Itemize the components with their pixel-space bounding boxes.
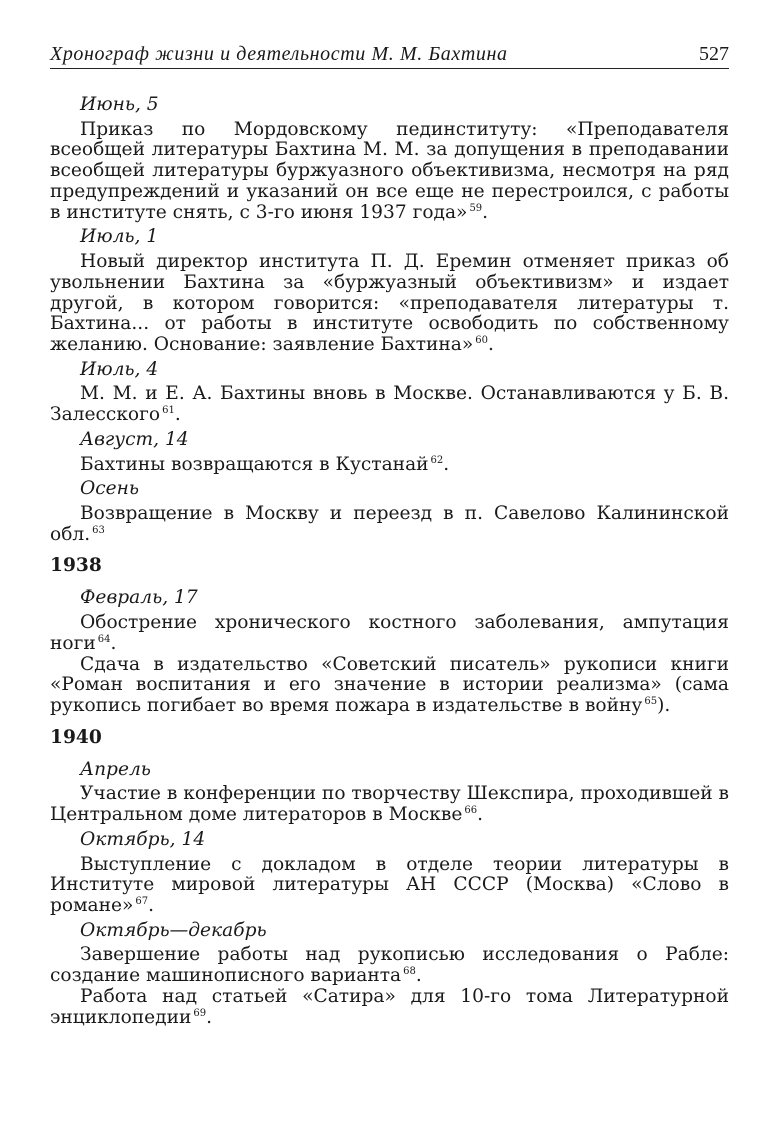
entry-date: Осень: [80, 478, 140, 500]
entry-date: Июль, 4: [80, 358, 159, 380]
entry-text: Бахтины возвращаются в Кустанай $^{62}$.: [80, 453, 450, 475]
entry-text: Возвращение в Москву и переезд в п. Савелово Калининской обл. $^{63}$: [50, 502, 729, 545]
entry-date: Февраль, 17: [80, 587, 198, 609]
footnote-ref: 66: [464, 805, 478, 817]
entry-date: Октябрь—декабрь: [80, 919, 267, 941]
chronicle-body: [50, 93, 729, 1032]
entry-text: Работа над статьей «Сатира» для 10-го тома Литературной энциклопедии $^{69}$.: [50, 986, 729, 1028]
entry-date: Апрель: [80, 758, 151, 780]
entry-text: Новый директор института П. Д. Еремин отменяет приказ об увольнении Бахтина за «буржуазный объективизм» и издает другой, в котором говорится: «преподавателя литературы т. Бахтина... от работы в институте освободить по собственному желанию. Основание: заявление Бахтина» $^{60}$.: [50, 250, 729, 356]
footnote-ref: 62: [430, 454, 444, 466]
footnote-ref: 69: [193, 1007, 207, 1019]
entry-text: Выступление с докладом в отделе теории литературы в Институте мировой литературы АН СССР (Москва) «Слово в романе» $^{67}$.: [50, 853, 729, 917]
entry-date: Октябрь, 14: [80, 829, 206, 851]
running-title: Хронограф жизни и деятельности М. М. Бахтина: [50, 43, 508, 65]
footnote-ref: 65: [644, 696, 658, 708]
year-heading-1940: 1940: [50, 726, 102, 748]
entry-text: Обострение хронического костного заболевания, ампутация ноги $^{64}$.: [50, 611, 729, 654]
entry-date: Июль, 1: [80, 226, 159, 248]
footnote-ref: 67: [135, 896, 149, 908]
footnote-ref: 61: [162, 405, 175, 417]
year-heading-1938: 1938: [50, 555, 102, 577]
footnote-ref: 59: [469, 202, 483, 214]
entry-text: Сдача в издательство «Советский писатель» рукописи книги «Роман воспитания и его значение в истории реализма» (сама рукопись погибает во время пожара в издательстве в войну $^{65}$).: [50, 653, 729, 717]
entry-text: Завершение работы над рукописью исследования о Рабле: создание машинописного варианта $^{68}$.: [50, 944, 729, 987]
entry-text: М. М. и Е. А. Бахтины вновь в Москве. Останавливаются у Б. В. Залесского $^{61}$.: [50, 383, 729, 426]
entry-date: Август, 14: [80, 429, 189, 451]
footnote-ref: 60: [475, 335, 489, 347]
entry-text: Участие в конференции по творчеству Шекспира, проходившей в Центральном доме литераторов в Москве $^{66}$.: [50, 783, 729, 826]
running-header: [50, 40, 729, 69]
footnote-ref: 68: [403, 966, 416, 978]
footnote-ref: 63: [92, 524, 105, 536]
entry-text: Приказ по Мордовскому пединституту: «Преподавателя всеобщей литературы Бахтина М. М. за допущения в преподавании всеобщей литературы буржуазного объективизма, несмотря на ряд предупреждений и указаний он все еще не перестроился, с работы в институте снять, с 3-го июня 1937 года» $^{59}$.: [50, 118, 729, 223]
entry-date: Июнь, 5: [80, 94, 159, 115]
footnote-ref: 64: [97, 633, 111, 645]
page-number: 527: [699, 43, 729, 65]
